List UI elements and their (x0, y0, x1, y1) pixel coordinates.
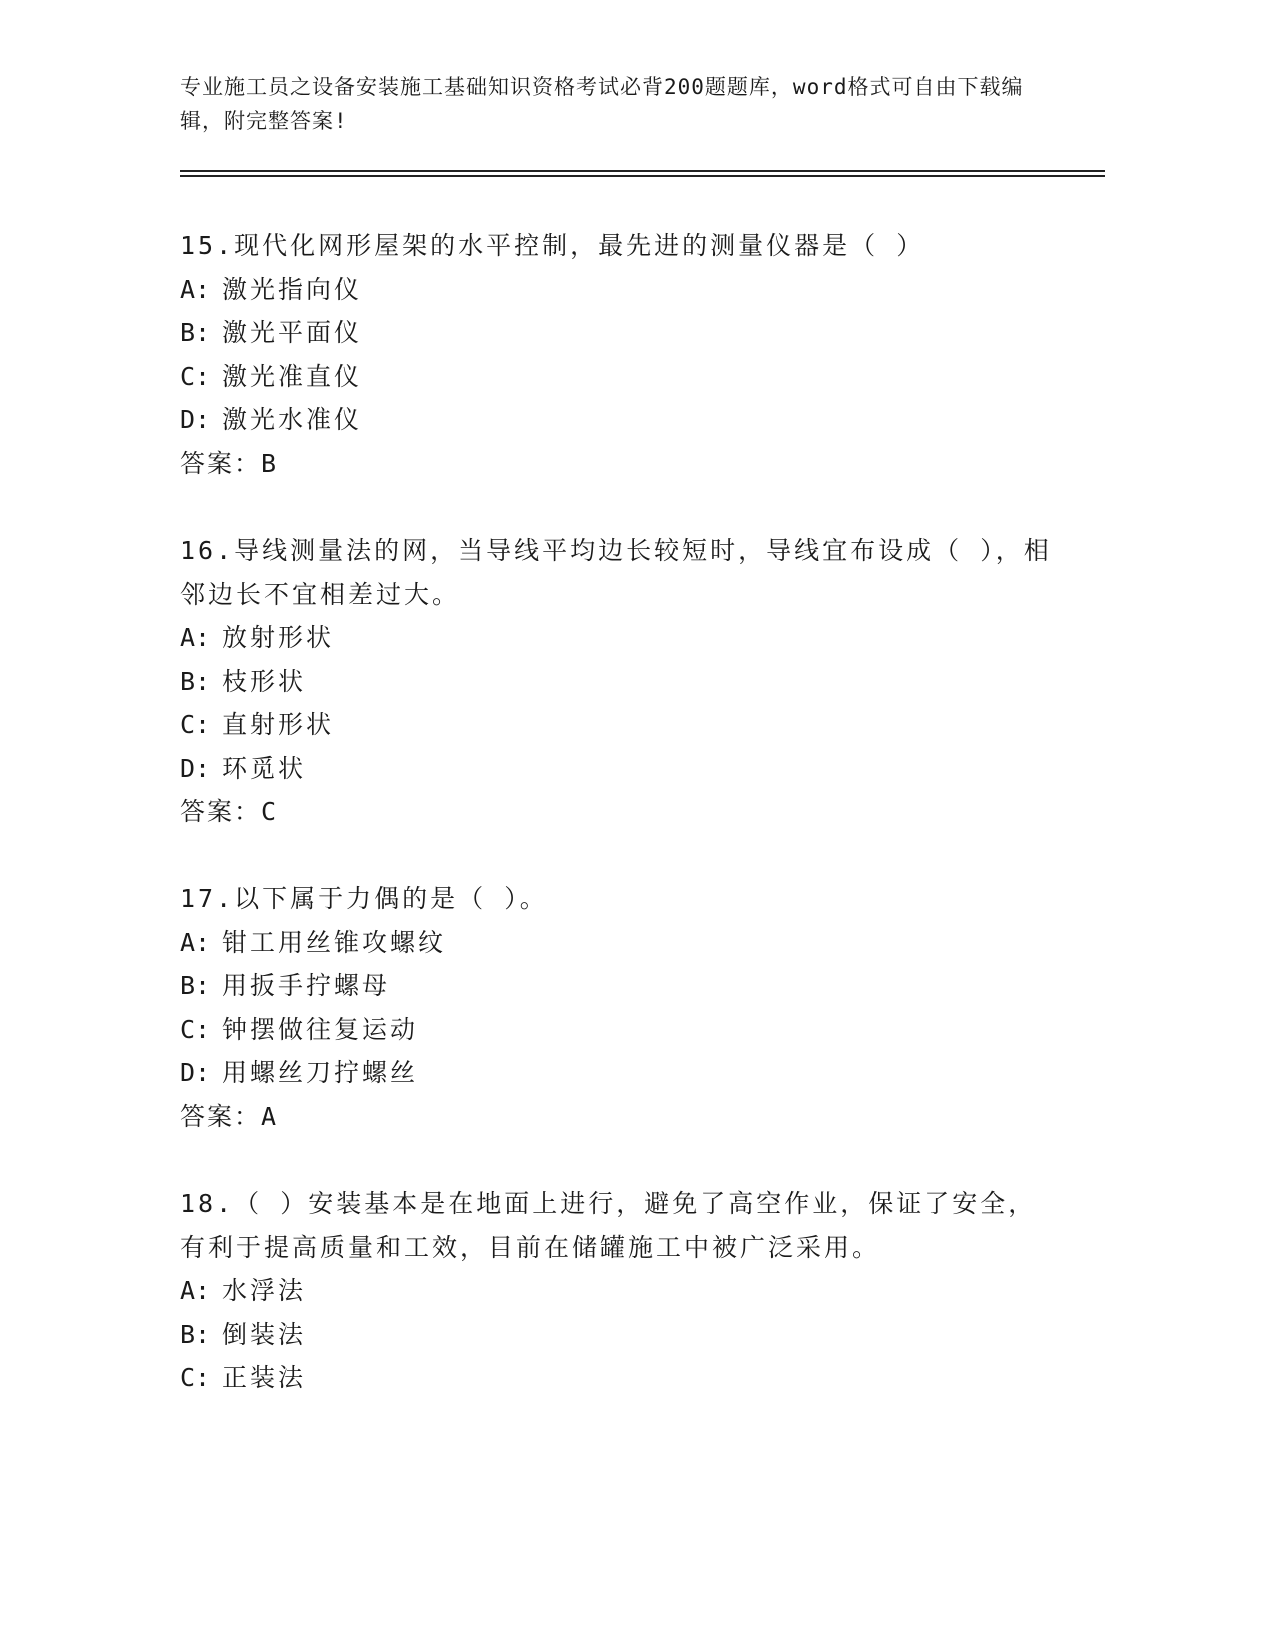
option-text: 水浮法 (222, 1276, 307, 1305)
option-letter: B: (180, 1319, 211, 1349)
option-letter: D: (180, 1058, 211, 1087)
option-d (180, 1051, 1060, 1095)
option-a (180, 268, 1060, 312)
option-c (180, 1356, 1060, 1400)
option-text: 钳工用丝锥攻螺纹 (222, 927, 447, 957)
header-divider-line (180, 170, 1105, 172)
option-c (180, 355, 1060, 399)
option-text: 激光水准仪 (222, 405, 363, 434)
option-letter: C: (180, 1014, 211, 1044)
option-text: 直射形状 (222, 710, 335, 739)
option-c (180, 1008, 1060, 1052)
question-16 (180, 529, 1060, 834)
option-text: 用扳手拧螺母 (222, 971, 391, 1000)
option-a (180, 1269, 1060, 1313)
question-17 (180, 877, 1060, 1138)
answer-value: A (261, 1101, 277, 1131)
option-text: 枝形状 (222, 666, 307, 696)
option-text: 激光平面仪 (222, 318, 363, 347)
answer-line (180, 442, 1060, 486)
option-text: 用螺丝刀拧螺丝 (222, 1058, 419, 1087)
option-b (180, 1313, 1060, 1357)
option-a (180, 616, 1060, 660)
option-letter: A: (180, 927, 211, 957)
option-text: 激光准直仪 (222, 361, 363, 391)
option-letter: C: (180, 1363, 211, 1392)
question-text: 16.导线测量法的网，当导线平均边长较短时，导线宜布设成（ ），相邻边长不宜相差过大。 (180, 536, 1052, 609)
option-d (180, 747, 1060, 791)
option-a (180, 921, 1060, 965)
option-letter: B: (180, 666, 211, 696)
answer-label: 答案： (180, 1101, 262, 1131)
option-b (180, 311, 1060, 355)
option-letter: B: (180, 318, 211, 347)
question-text: 18.（ ）安装基本是在地面上进行，避免了高空作业，保证了安全，有利于提高质量和工效，目前在储罐施工中被广泛采用。 (180, 1189, 1037, 1262)
answer-label: 答案： (180, 448, 262, 478)
question-15 (180, 224, 1060, 485)
option-letter: B: (180, 971, 211, 1000)
question-text: 15.现代化网形屋架的水平控制，最先进的测量仪器是（ ） (180, 231, 925, 260)
option-d (180, 398, 1060, 442)
option-text: 倒装法 (222, 1319, 307, 1349)
option-b (180, 660, 1060, 704)
question-18 (180, 1182, 1060, 1400)
header-divider-line (180, 175, 1105, 177)
option-letter: D: (180, 753, 211, 783)
answer-value: B (261, 448, 277, 478)
question-text: 17.以下属于力偶的是（ ）。 (180, 884, 548, 913)
option-b (180, 964, 1060, 1008)
answer-line (180, 790, 1060, 834)
option-text: 正装法 (222, 1363, 307, 1392)
option-text: 环觅状 (222, 753, 307, 783)
option-letter: A: (180, 1276, 211, 1305)
answer-line (180, 1095, 1060, 1139)
option-c (180, 703, 1060, 747)
option-letter: A: (180, 274, 211, 304)
option-text: 激光指向仪 (222, 274, 363, 304)
option-letter: C: (180, 361, 211, 391)
document-header: 专业施工员之设备安装施工基础知识资格考试必背200题题库，word格式可自由下载编辑，附完整答案! (180, 75, 1024, 133)
option-letter: D: (180, 405, 211, 434)
option-letter: A: (180, 623, 211, 652)
option-text: 钟摆做往复运动 (222, 1014, 419, 1044)
option-letter: C: (180, 710, 211, 739)
answer-label: 答案： (180, 797, 262, 826)
option-text: 放射形状 (222, 623, 335, 652)
answer-value: C (261, 797, 277, 826)
